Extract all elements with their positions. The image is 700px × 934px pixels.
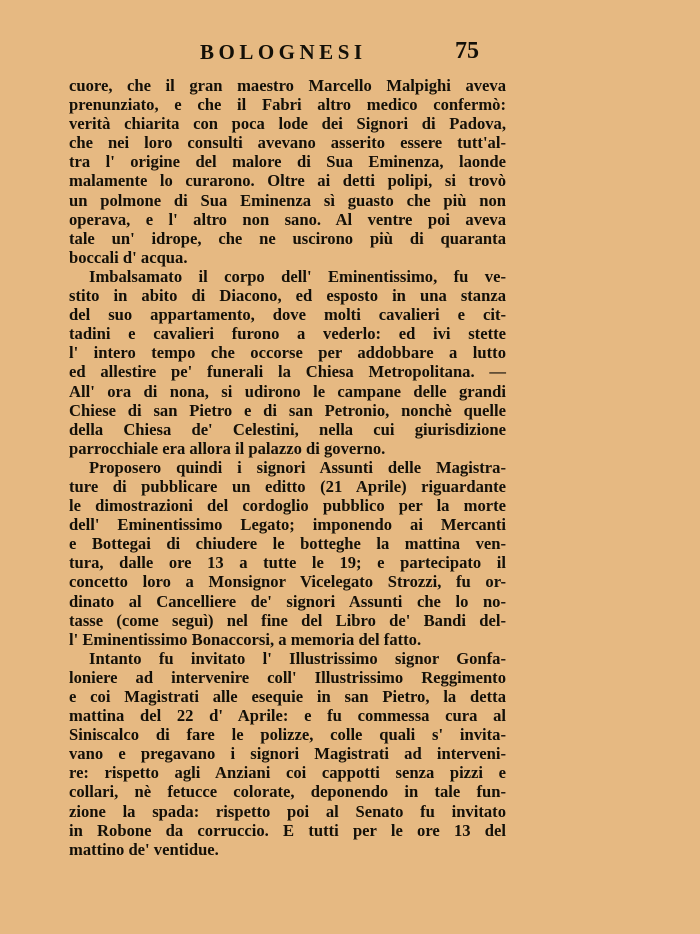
body-text — [69, 76, 506, 859]
text-line: operava, e l' altro non sano. Al ventre poi aveva — [69, 209, 506, 229]
text-line: del suo appartamento, dove molti cavalieri e cit- — [69, 305, 506, 325]
text-line: Imbalsamato il corpo dell' Eminentissimo, fu ve- — [89, 266, 506, 286]
text-line: dell' Eminentissimo Legato; imponendo ai Mercanti — [69, 515, 506, 535]
text-line: All' ora di nona, si udirono le campane delle grandi — [69, 381, 506, 401]
text-line: loniere ad intervenire coll' Illustrissimo Reggimento — [69, 667, 506, 687]
paragraph — [69, 649, 506, 859]
text-line: l' Eminentissimo Bonaccorsi, a memoria del fatto. — [69, 629, 422, 649]
paragraph — [69, 267, 506, 458]
text-line: re: rispetto agli Anziani coi cappotti senza pizzi e — [69, 763, 506, 783]
text-line: mattina del 22 d' Aprile: e fu commessa cura al — [69, 706, 506, 726]
text-line: della Chiesa de' Celestini, nella cui giurisdizione — [69, 419, 506, 439]
text-line: tasse (come seguì) nel fine del Libro de' Bandi del- — [69, 610, 506, 630]
text-line: un polmone di Sua Eminenza sì guasto che più non — [69, 190, 506, 210]
text-line: stito in abito di Diacono, ed esposto in una stanza — [69, 286, 506, 306]
text-line: in Robone da corruccio. E tutti per le ore 13 del — [69, 820, 506, 840]
text-line: cuore, che il gran maestro Marcello Malpighi aveva — [69, 76, 506, 95]
text-line: dinato al Cancelliere de' signori Assunti che lo no- — [69, 591, 506, 611]
text-line: tra l' origine del malore di Sua Eminenza, laonde — [69, 152, 506, 172]
text-line: tadini e cavalieri furono a vederlo: ed ivi stette — [69, 324, 506, 344]
text-line: zione la spada: rispetto poi al Senato fu invitato — [69, 801, 506, 821]
text-line: parrocchiale era allora il palazzo di governo. — [69, 438, 386, 458]
text-line: prenunziato, e che il Fabri altro medico confermò: — [69, 95, 506, 115]
paragraph — [69, 76, 506, 267]
paragraph — [69, 458, 506, 649]
running-title: BOLOGNESI — [200, 40, 367, 64]
text-line: tura, dalle ore 13 a tutte le 19; e partecipato il — [69, 553, 506, 573]
text-line: Intanto fu invitato l' Illustrissimo signor Gonfa- — [89, 648, 506, 668]
text-line: collari, nè fetucce colorate, deponendo in tale fun- — [69, 782, 506, 802]
text-line: concetto loro a Monsignor Vicelegato Strozzi, fu or- — [69, 572, 506, 592]
text-line: Proposero quindi i signori Assunti delle Magistra- — [89, 457, 506, 477]
text-line: vano e pregavano i signori Magistrati ad interveni- — [69, 744, 506, 764]
text-line: Chiese di san Pietro e di san Petronio, nonchè quelle — [69, 400, 506, 420]
text-line: Siniscalco di fare le polizze, colle quali s' invita- — [69, 725, 506, 745]
text-line: boccali d' acqua. — [69, 247, 188, 267]
text-line: tale un' idrope, che ne uscirono più di quaranta — [69, 228, 506, 248]
text-line: verità chiarita con poca lode dei Signori di Padova, — [69, 114, 506, 134]
text-line: malamente lo curarono. Oltre ai detti polipi, si trovò — [69, 171, 506, 191]
running-head — [0, 36, 700, 66]
page-number: 75 — [455, 38, 479, 64]
text-line: che nei loro consulti avevano asserito essere tutt'al- — [69, 133, 506, 153]
text-line: e Bottegai di chiudere le botteghe la mattina ven- — [69, 534, 506, 554]
text-line: ed allestire pe' funerali la Chiesa Metropolitana. — — [69, 362, 506, 382]
text-line: mattino de' ventidue. — [69, 839, 219, 859]
text-line: le dimostrazioni del cordoglio pubblico per la morte — [69, 496, 506, 516]
text-line: e coi Magistrati alle esequie in san Pietro, la detta — [69, 687, 506, 706]
text-line: ture di pubblicare un editto (21 Aprile) riguardante — [69, 476, 506, 496]
text-line: l' intero tempo che occorse per addobbare a lutto — [69, 343, 506, 363]
